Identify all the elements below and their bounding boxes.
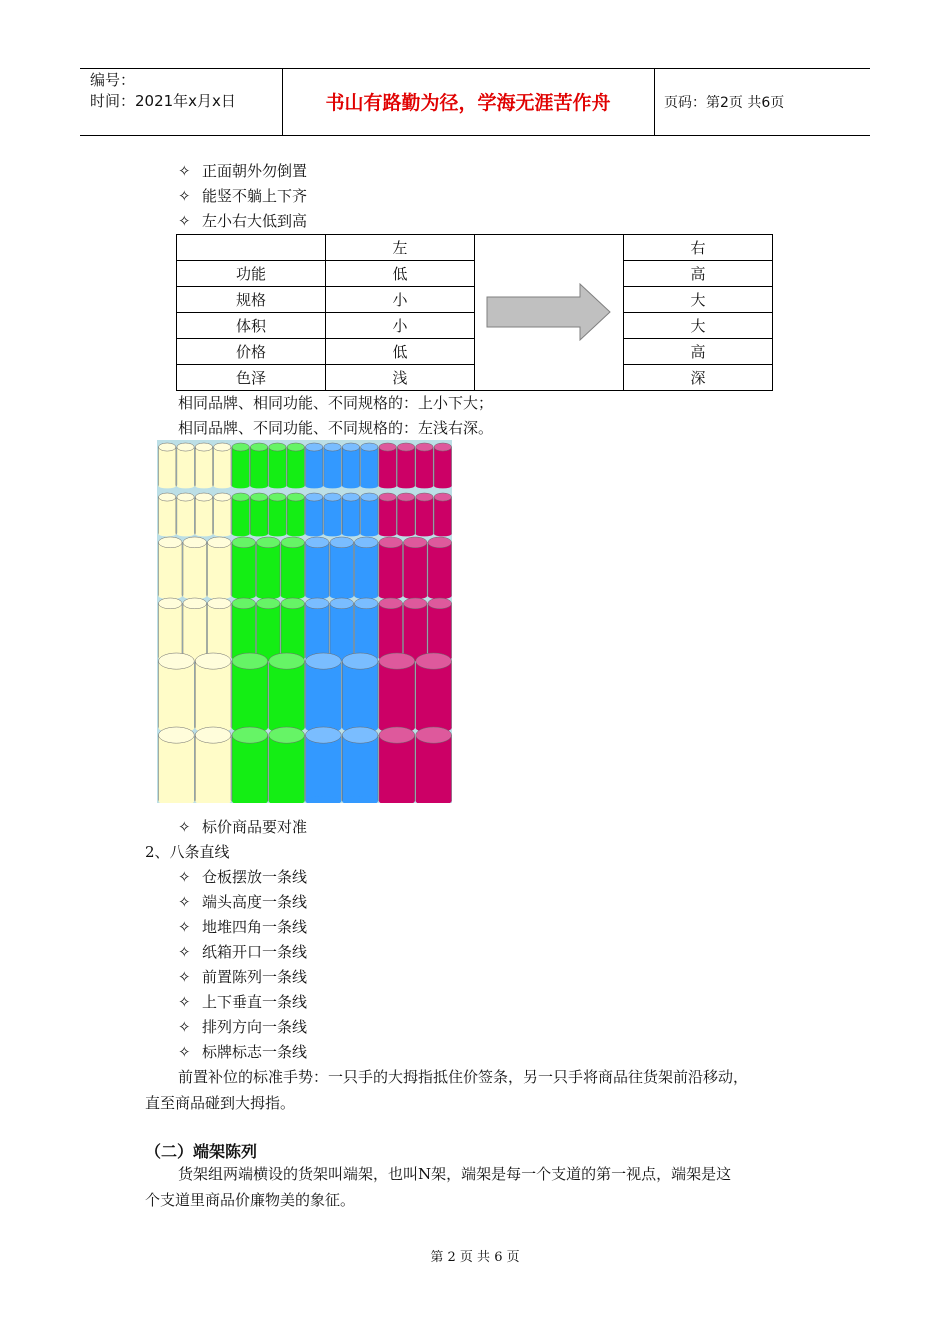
product-cylinder — [159, 493, 176, 536]
product-cylinder — [195, 443, 212, 488]
product-cylinder — [250, 443, 267, 488]
page-footer: 第 2 页 共 6 页 — [430, 1250, 520, 1265]
list-item — [178, 1016, 307, 1038]
shelf-illustration — [157, 440, 452, 803]
header-meta — [90, 70, 236, 112]
product-cylinder — [416, 443, 433, 488]
list-item — [178, 1041, 307, 1063]
product-cylinder — [306, 537, 330, 599]
list-item — [178, 866, 307, 888]
product-cylinder — [177, 443, 194, 488]
product-cylinder — [306, 493, 323, 536]
table-cell: 小 — [326, 313, 475, 339]
product-cylinder — [232, 653, 268, 733]
paragraph-line: 个支道里商品价廉物美的象征。 — [145, 1191, 356, 1209]
header-divider — [654, 68, 655, 136]
product-cylinder — [324, 443, 341, 488]
product-cylinder — [434, 493, 451, 536]
product-cylinder — [250, 493, 267, 536]
bullet-icon: ✧ — [178, 162, 191, 180]
bullet-text: 仓板摆放一条线 — [202, 868, 308, 886]
table-row — [177, 365, 773, 391]
bullet-icon: ✧ — [178, 993, 191, 1011]
table-row — [177, 261, 773, 287]
product-cylinder — [232, 537, 256, 599]
table-cell: 高 — [624, 261, 773, 287]
product-cylinder — [379, 443, 396, 488]
product-cylinder — [208, 598, 232, 661]
product-cylinder — [404, 537, 428, 599]
bullet-text: 端头高度一条线 — [202, 893, 308, 911]
list-item — [178, 891, 307, 913]
product-cylinder — [404, 598, 428, 661]
product-cylinder — [306, 653, 342, 733]
bullet-icon: ✧ — [178, 918, 191, 936]
table-cell: 低 — [326, 339, 475, 365]
table-cell — [177, 235, 326, 261]
product-cylinder — [159, 537, 183, 599]
list-item — [178, 966, 307, 988]
product-cylinder — [287, 443, 304, 488]
product-cylinder — [428, 598, 452, 661]
table-cell: 小 — [326, 287, 475, 313]
product-cylinder — [428, 537, 452, 599]
product-cylinder — [355, 598, 379, 661]
product-cylinder — [379, 537, 403, 599]
paragraph-line: 货架组两端横设的货架叫端架，也叫N架，端架是每一个支道的第一视点，端架是这 — [178, 1165, 732, 1183]
product-cylinder — [195, 493, 212, 536]
bullet-text: 标价商品要对准 — [202, 818, 308, 836]
product-cylinder — [342, 653, 378, 733]
paragraph-line: 前置补位的标准手势：一只手的大拇指抵住价签条，另一只手将商品往货架前沿移动， — [178, 1068, 749, 1086]
product-cylinder — [342, 493, 359, 536]
product-cylinder — [159, 443, 176, 488]
table-cell — [475, 365, 624, 391]
product-cylinder — [434, 443, 451, 488]
table-header-row — [177, 235, 773, 261]
bullet-text: 左小右大低到高 — [202, 212, 308, 230]
number-label: 编号： — [90, 71, 136, 89]
product-cylinder — [361, 443, 378, 488]
product-cylinder — [159, 727, 195, 803]
product-cylinder — [183, 537, 207, 599]
product-cylinder — [306, 443, 323, 488]
product-cylinder — [214, 493, 231, 536]
product-cylinder — [342, 443, 359, 488]
product-cylinder — [416, 653, 452, 733]
bullet-text: 能竖不躺上下齐 — [202, 187, 308, 205]
table-row — [177, 339, 773, 365]
header-motto: 书山有路勤为径，学海无涯苦作舟 — [325, 92, 611, 114]
comparison-table — [176, 234, 773, 391]
product-cylinder — [355, 537, 379, 599]
product-cylinder — [281, 598, 305, 661]
section-title: 2、八条直线 — [145, 843, 230, 861]
product-cylinder — [159, 653, 195, 733]
product-cylinder — [379, 727, 415, 803]
right-arrow-icon — [486, 283, 612, 341]
product-cylinder — [269, 493, 286, 536]
product-cylinder — [361, 493, 378, 536]
product-cylinder — [159, 598, 183, 661]
bullet-text: 正面朝外勿倒置 — [202, 162, 308, 180]
bullet-icon: ✧ — [178, 893, 191, 911]
table-cell: 功能 — [177, 261, 326, 287]
table-cell: 左 — [326, 235, 475, 261]
table-row — [177, 313, 773, 339]
table-cell: 右 — [624, 235, 773, 261]
section-heading: （二）端架陈列 — [145, 1142, 258, 1161]
product-cylinder — [416, 727, 452, 803]
header-top-rule — [80, 68, 870, 69]
product-cylinder — [397, 493, 414, 536]
product-cylinder — [232, 598, 256, 661]
table-cell: 浅 — [326, 365, 475, 391]
product-cylinder — [195, 727, 231, 803]
product-cylinder — [257, 598, 281, 661]
product-cylinder — [269, 727, 305, 803]
bullet-icon: ✧ — [178, 943, 191, 961]
product-cylinder — [269, 653, 305, 733]
bullet-icon: ✧ — [178, 212, 191, 230]
product-cylinder — [416, 493, 433, 536]
table-cell: 高 — [624, 339, 773, 365]
list-item — [178, 160, 307, 182]
product-cylinder — [269, 443, 286, 488]
product-cylinder — [306, 598, 330, 661]
table-cell: 价格 — [177, 339, 326, 365]
list-item — [178, 210, 307, 232]
product-cylinder — [287, 493, 304, 536]
product-cylinder — [177, 493, 194, 536]
shelf-drawing — [157, 440, 452, 803]
table-cell: 大 — [624, 313, 773, 339]
product-cylinder — [214, 443, 231, 488]
product-cylinder — [232, 727, 268, 803]
bullet-icon: ✧ — [178, 1018, 191, 1036]
product-cylinder — [330, 537, 354, 599]
bullet-text: 地堆四角一条线 — [202, 918, 308, 936]
product-cylinder — [324, 493, 341, 536]
product-cylinder — [232, 443, 249, 488]
product-cylinder — [306, 727, 342, 803]
bullet-text: 纸箱开口一条线 — [202, 943, 308, 961]
bullet-icon: ✧ — [178, 1043, 191, 1061]
bullet-icon: ✧ — [178, 868, 191, 886]
bullet-text: 排列方向一条线 — [202, 1018, 308, 1036]
product-cylinder — [379, 493, 396, 536]
list-item — [178, 991, 307, 1013]
product-cylinder — [281, 537, 305, 599]
product-cylinder — [195, 653, 231, 733]
table-cell: 体积 — [177, 313, 326, 339]
table-cell: 色泽 — [177, 365, 326, 391]
table-cell — [475, 339, 624, 365]
product-cylinder — [379, 653, 415, 733]
product-cylinder — [257, 537, 281, 599]
table-cell — [475, 235, 624, 261]
bullet-icon: ✧ — [178, 818, 191, 836]
product-cylinder — [397, 443, 414, 488]
bullet-icon: ✧ — [178, 968, 191, 986]
paragraph-line: 直至商品碰到大拇指。 — [145, 1094, 296, 1112]
list-item — [178, 941, 307, 963]
table-row — [177, 287, 773, 313]
product-cylinder — [183, 598, 207, 661]
list-item — [178, 816, 307, 838]
table-cell: 规格 — [177, 287, 326, 313]
bullet-text: 标牌标志一条线 — [202, 1043, 308, 1061]
list-item — [178, 916, 307, 938]
bullet-icon: ✧ — [178, 187, 191, 205]
bullet-text: 上下垂直一条线 — [202, 993, 308, 1011]
product-cylinder — [330, 598, 354, 661]
rule-text: 相同品牌、不同功能、不同规格的：左浅右深。 — [178, 419, 494, 437]
table-cell: 低 — [326, 261, 475, 287]
time-label: 时间：2021年x月x日 — [90, 92, 236, 110]
table-cell: 深 — [624, 365, 773, 391]
rule-text: 相同品牌、相同功能、不同规格的：上小下大； — [178, 394, 494, 412]
product-cylinder — [379, 598, 403, 661]
table-cell: 大 — [624, 287, 773, 313]
bullet-text: 前置陈列一条线 — [202, 968, 308, 986]
product-cylinder — [208, 537, 232, 599]
product-cylinder — [342, 727, 378, 803]
header-bottom-rule — [80, 135, 870, 136]
product-cylinder — [232, 493, 249, 536]
header-page-label: 页码：第2页 共6页 — [664, 95, 785, 111]
list-item — [178, 185, 307, 207]
